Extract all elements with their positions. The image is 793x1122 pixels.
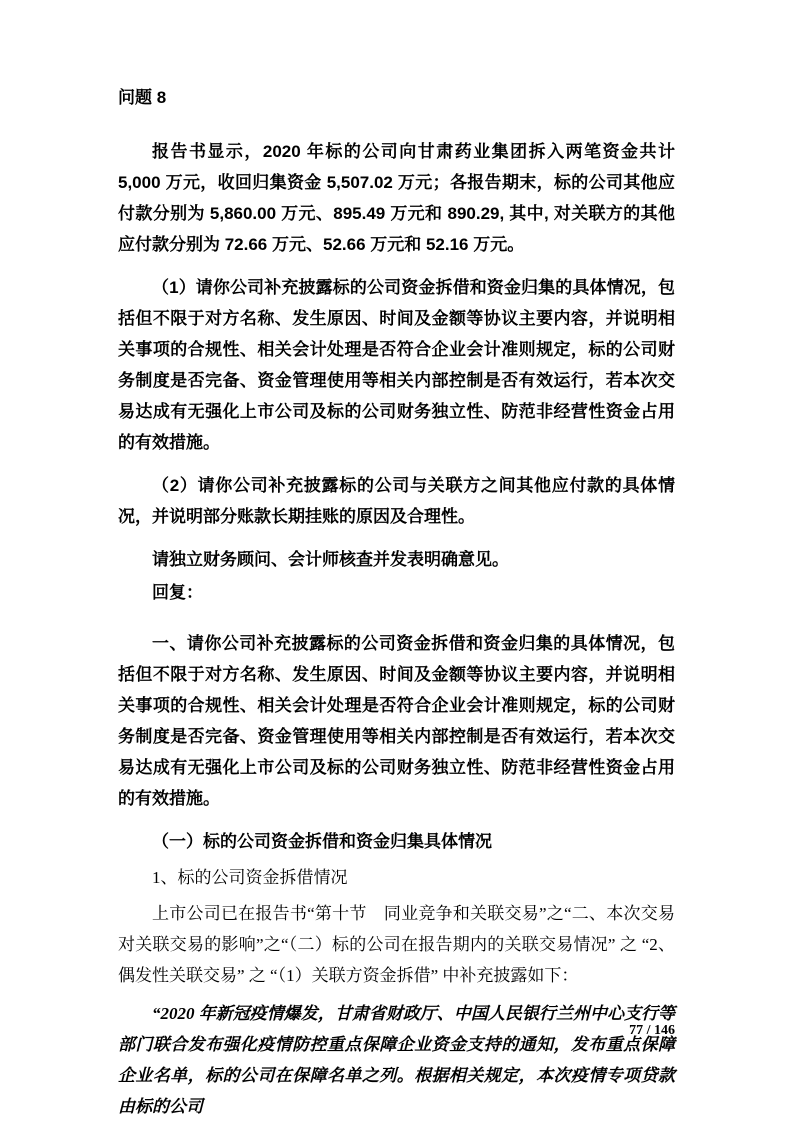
section-heading: （一）标的公司资金拆借和资金归集具体情况 bbox=[152, 832, 492, 851]
reference-paragraph: 上市公司已在报告书“第十节 同业竞争和关联交易”之“二、本次交易对关联交易的影响”之“（二）标的公司在报告期内的关联交易情况” 之 “2、偶发性关联交易” 之 “（1）关联方资金拆借” 中补充披露如下： bbox=[118, 904, 675, 985]
reply-restatement-paragraph: 一、请你公司补充披露标的公司资金拆借和资金归集的具体情况，包括但不限于对方名称、发生原因、时间及金额等协议主要内容，并说明相关事项的合规性、相关会计处理是否符合企业会计准则规定，标的公司财务制度是否完备、资金管理使用等相关内部控制是否有效运行，若本次交易达成有无强化上市公司及标的公司财务独立性、防范非经营性资金占用的有效措施。 bbox=[118, 634, 675, 808]
subsection-heading: 1、标的公司资金拆借情况 bbox=[152, 868, 348, 887]
question-item-2-paragraph: （2）请你公司补充披露标的公司与关联方之间其他应付款的具体情况，并说明部分账款长期挂账的原因及合理性。 bbox=[118, 476, 675, 526]
reply-label: 回复： bbox=[152, 583, 203, 602]
question-intro-paragraph: 报告书显示，2020 年标的公司向甘肃药业集团拆入两笔资金共计 5,000 万元，收回归集资金 5,507.02 万元；各报告期末，标的公司其他应付款分别为 5,860.00 万元、895.49 万元和 890.29, 其中, 对关联方的其他应付款分别为 72.66 万元、52.66 万元和 52.16 万元。 bbox=[118, 142, 675, 254]
question-item-1-paragraph: （1）请你公司补充披露标的公司资金拆借和资金归集的具体情况，包括但不限于对方名称、发生原因、时间及金额等协议主要内容，并说明相关事项的合规性、相关会计处理是否符合企业会计准则规定，标的公司财务制度是否完备、资金管理使用等相关内部控制是否有效运行，若本次交易达成有无强化上市公司及标的公司财务独立性、防范非经营性资金占用的有效措施。 bbox=[118, 278, 675, 452]
question-heading: 问题 8 bbox=[118, 88, 167, 107]
quoted-disclosure-paragraph: “2020 年新冠疫情爆发，甘肃省财政厅、中国人民银行兰州中心支行等部门联合发布强化疫情防控重点保障企业资金支持的通知，发布重点保障企业名单，标的公司在保障名单之列。根据相关规定，本次疫情专项贷款由标的公司 bbox=[118, 1004, 675, 1116]
verification-request-paragraph: 请独立财务顾问、会计师核查并发表明确意见。 bbox=[152, 550, 509, 569]
page-number: 77 / 146 bbox=[629, 1023, 675, 1038]
